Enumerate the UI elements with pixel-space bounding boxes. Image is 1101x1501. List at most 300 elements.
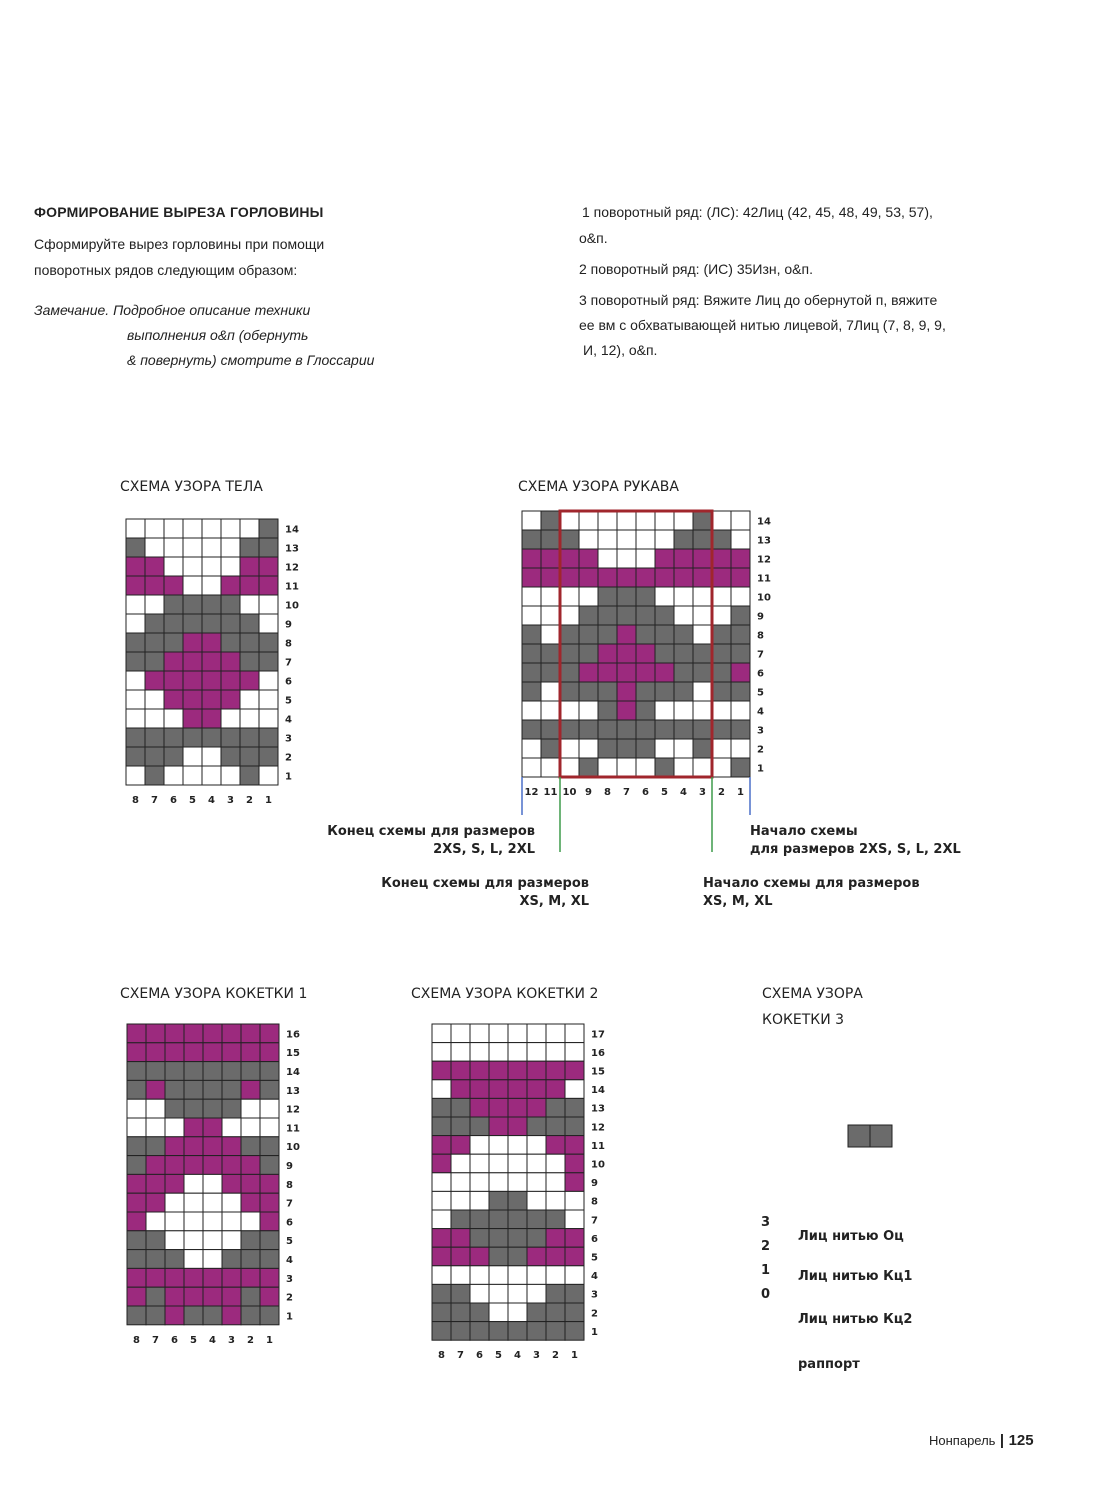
start-label-b-line1: Начало схемы для размеров	[703, 876, 920, 891]
stitch-cell	[259, 728, 278, 747]
stitch-cell	[617, 625, 636, 644]
column-number: 6	[170, 795, 177, 806]
stitch-cell	[184, 1080, 203, 1099]
stitch-cell	[527, 1303, 546, 1322]
stitch-cell	[636, 739, 655, 758]
stitch-cell	[560, 644, 579, 663]
legend-num-2: 2	[761, 1239, 771, 1254]
stitch-cell	[579, 739, 598, 758]
stitch-cell	[241, 1306, 260, 1325]
row-number: 16	[591, 1047, 605, 1059]
row-number: 14	[757, 516, 771, 528]
stitch-cell	[126, 538, 145, 557]
stitch-cell	[541, 606, 560, 625]
stitch-cell	[222, 1287, 241, 1306]
stitch-cell	[617, 739, 636, 758]
column-number: 7	[151, 795, 158, 806]
stitch-cell	[541, 644, 560, 663]
row-number: 13	[591, 1103, 605, 1115]
column-number: 1	[571, 1350, 578, 1362]
row-number: 12	[286, 1104, 300, 1116]
column-number: 9	[585, 787, 592, 798]
stitch-cell	[127, 1062, 146, 1081]
stitch-cell	[221, 557, 240, 576]
stitch-cell	[693, 644, 712, 663]
legend-item-4: раппорт	[798, 1357, 860, 1372]
stitch-cell	[731, 720, 750, 739]
stitch-cell	[146, 1268, 165, 1287]
stitch-cell	[165, 1062, 184, 1081]
stitch-cell	[541, 625, 560, 644]
stitch-cell	[241, 1174, 260, 1193]
stitch-cell	[202, 576, 221, 595]
stitch-cell	[546, 1043, 565, 1062]
stitch-cell	[508, 1191, 527, 1210]
stitch-cell	[712, 644, 731, 663]
stitch-cell	[145, 709, 164, 728]
stitch-cell	[527, 1191, 546, 1210]
stitch-cell	[489, 1098, 508, 1117]
stitch-cell	[145, 747, 164, 766]
stitch-cell	[202, 671, 221, 690]
stitch-cell	[451, 1247, 470, 1266]
stitch-cell	[146, 1137, 165, 1156]
row-number: 1	[591, 1326, 598, 1338]
column-number: 3	[533, 1350, 540, 1362]
stitch-cell	[221, 519, 240, 538]
stitch-cell	[617, 701, 636, 720]
stitch-cell	[489, 1117, 508, 1136]
stitch-cell	[146, 1024, 165, 1043]
stitch-cell	[202, 633, 221, 652]
stitch-cell	[522, 720, 541, 739]
stitch-cell	[541, 758, 560, 777]
stitch-cell	[259, 519, 278, 538]
row-number: 3	[591, 1289, 598, 1301]
legend-item-3: Лиц нитью Кц2	[798, 1312, 913, 1327]
column-number: 5	[495, 1350, 502, 1362]
stitch-cell	[222, 1080, 241, 1099]
stitch-cell	[165, 1174, 184, 1193]
stitch-cell	[541, 720, 560, 739]
stitch-cell	[126, 671, 145, 690]
stitch-cell	[731, 568, 750, 587]
stitch-cell	[470, 1303, 489, 1322]
stitch-cell	[260, 1306, 279, 1325]
stitch-cell	[527, 1136, 546, 1155]
stitch-cell	[202, 538, 221, 557]
stitch-cell	[126, 633, 145, 652]
stitch-cell	[222, 1099, 241, 1118]
legend-item-1: Лиц нитью Оц	[798, 1229, 904, 1244]
stitch-cell	[655, 682, 674, 701]
stitch-cell	[164, 576, 183, 595]
stitch-cell	[432, 1210, 451, 1229]
stitch-cell	[127, 1231, 146, 1250]
stitch-cell	[126, 652, 145, 671]
stitch-cell	[508, 1229, 527, 1248]
column-number: 3	[699, 787, 706, 798]
row-number: 17	[591, 1029, 605, 1041]
stitch-cell	[221, 633, 240, 652]
stitch-cell	[731, 739, 750, 758]
stitch-cell	[203, 1287, 222, 1306]
stitch-cell	[127, 1099, 146, 1118]
stitch-cell	[731, 606, 750, 625]
stitch-cell	[240, 519, 259, 538]
stitch-cell	[260, 1193, 279, 1212]
column-number: 1	[265, 795, 272, 806]
stitch-cell	[617, 644, 636, 663]
stitch-cell	[508, 1098, 527, 1117]
row-number: 9	[591, 1178, 598, 1190]
legend-num-3: 3	[761, 1215, 771, 1230]
stitch-cell	[222, 1231, 241, 1250]
row-number: 8	[286, 1179, 293, 1191]
column-number: 7	[457, 1350, 464, 1362]
row-number: 2	[591, 1308, 598, 1320]
stitch-cell	[470, 1154, 489, 1173]
stitch-cell	[655, 511, 674, 530]
row-number: 7	[591, 1215, 598, 1227]
stitch-cell	[489, 1284, 508, 1303]
stitch-cell	[202, 690, 221, 709]
stitch-cell	[183, 576, 202, 595]
column-number: 4	[208, 795, 215, 806]
stitch-cell	[546, 1322, 565, 1341]
stitch-cell	[127, 1137, 146, 1156]
turn-row-1b: о&п.	[579, 230, 608, 246]
stitch-cell	[260, 1231, 279, 1250]
column-number: 12	[524, 787, 539, 798]
stitch-cell	[240, 690, 259, 709]
stitch-cell	[259, 614, 278, 633]
stitch-cell	[164, 538, 183, 557]
stitch-cell	[164, 747, 183, 766]
stitch-cell	[260, 1287, 279, 1306]
stitch-cell	[674, 720, 693, 739]
stitch-cell	[165, 1024, 184, 1043]
stitch-cell	[222, 1118, 241, 1137]
column-number: 2	[247, 1334, 254, 1346]
stitch-cell	[655, 758, 674, 777]
stitch-cell	[221, 690, 240, 709]
stitch-cell	[655, 606, 674, 625]
stitch-cell	[432, 1024, 451, 1043]
stitch-cell	[489, 1191, 508, 1210]
stitch-cell	[565, 1210, 584, 1229]
stitch-cell	[712, 720, 731, 739]
row-number: 9	[285, 619, 292, 631]
stitch-cell	[184, 1062, 203, 1081]
stitch-cell	[731, 549, 750, 568]
stitch-cell	[260, 1043, 279, 1062]
stitch-cell	[712, 625, 731, 644]
end-label-b	[330, 875, 589, 911]
stitch-cell	[165, 1156, 184, 1175]
stitch-cell	[184, 1137, 203, 1156]
stitch-cell	[432, 1061, 451, 1080]
stitch-cell	[203, 1062, 222, 1081]
stitch-cell	[470, 1266, 489, 1285]
legend-item-2: Лиц нитью Кц1	[798, 1269, 913, 1284]
stitch-cell	[579, 549, 598, 568]
stitch-cell	[260, 1137, 279, 1156]
row-number: 10	[286, 1142, 300, 1154]
stitch-cell	[489, 1210, 508, 1229]
stitch-cell	[184, 1118, 203, 1137]
stitch-cell	[221, 614, 240, 633]
stitch-cell	[203, 1080, 222, 1099]
stitch-cell	[184, 1024, 203, 1043]
stitch-cell	[731, 682, 750, 701]
row-number: 10	[285, 600, 299, 612]
stitch-cell	[527, 1284, 546, 1303]
stitch-cell	[184, 1212, 203, 1231]
stitch-cell	[565, 1247, 584, 1266]
stitch-cell	[560, 511, 579, 530]
stitch-cell	[145, 728, 164, 747]
stitch-cell	[165, 1250, 184, 1269]
stitch-cell	[565, 1266, 584, 1285]
stitch-cell	[693, 663, 712, 682]
row-number: 2	[757, 744, 764, 756]
stitch-cell	[126, 614, 145, 633]
yoke1-chart	[110, 1016, 310, 1356]
stitch-cell	[183, 766, 202, 785]
row-number: 13	[757, 535, 771, 547]
stitch-cell	[636, 701, 655, 720]
stitch-cell	[145, 633, 164, 652]
stitch-cell	[655, 530, 674, 549]
legend-num-0: 0	[761, 1287, 771, 1302]
stitch-cell	[260, 1099, 279, 1118]
row-number: 5	[285, 695, 292, 707]
stitch-cell	[202, 652, 221, 671]
stitch-cell	[508, 1136, 527, 1155]
stitch-cell	[451, 1284, 470, 1303]
stitch-cell	[617, 568, 636, 587]
stitch-cell	[693, 701, 712, 720]
stitch-cell	[126, 766, 145, 785]
stitch-cell	[731, 663, 750, 682]
stitch-cell	[470, 1024, 489, 1043]
stitch-cell	[579, 682, 598, 701]
stitch-cell	[731, 701, 750, 720]
stitch-cell	[565, 1229, 584, 1248]
stitch-cell	[693, 530, 712, 549]
stitch-cell	[260, 1250, 279, 1269]
stitch-cell	[489, 1043, 508, 1062]
stitch-cell	[636, 682, 655, 701]
row-number: 8	[757, 630, 764, 642]
stitch-cell	[145, 690, 164, 709]
stitch-cell	[470, 1247, 489, 1266]
stitch-cell	[560, 701, 579, 720]
stitch-cell	[451, 1229, 470, 1248]
stitch-cell	[203, 1193, 222, 1212]
footer-separator: |	[999, 1432, 1005, 1449]
stitch-cell	[617, 682, 636, 701]
stitch-cell	[432, 1043, 451, 1062]
stitch-cell	[617, 663, 636, 682]
stitch-cell	[183, 595, 202, 614]
stitch-cell	[546, 1284, 565, 1303]
stitch-cell	[527, 1210, 546, 1229]
stitch-cell	[470, 1229, 489, 1248]
stitch-cell	[674, 682, 693, 701]
stitch-cell	[145, 595, 164, 614]
stitch-cell	[527, 1266, 546, 1285]
stitch-cell	[870, 1125, 892, 1147]
stitch-cell	[241, 1062, 260, 1081]
stitch-cell	[522, 701, 541, 720]
stitch-cell	[183, 690, 202, 709]
stitch-cell	[146, 1043, 165, 1062]
stitch-cell	[451, 1210, 470, 1229]
stitch-cell	[489, 1154, 508, 1173]
stitch-cell	[432, 1080, 451, 1099]
stitch-cell	[489, 1266, 508, 1285]
stitch-cell	[598, 663, 617, 682]
stitch-cell	[489, 1061, 508, 1080]
stitch-cell	[617, 511, 636, 530]
stitch-cell	[259, 747, 278, 766]
stitch-cell	[731, 530, 750, 549]
stitch-cell	[655, 720, 674, 739]
stitch-cell	[470, 1210, 489, 1229]
stitch-cell	[164, 709, 183, 728]
stitch-cell	[203, 1212, 222, 1231]
stitch-cell	[259, 576, 278, 595]
stitch-cell	[240, 709, 259, 728]
note-line-3: & повернуть) смотрите в Глоссарии	[127, 352, 375, 368]
stitch-cell	[565, 1080, 584, 1099]
stitch-cell	[145, 766, 164, 785]
stitch-cell	[541, 511, 560, 530]
start-label-a-line2: для размеров 2XS, S, L, 2XL	[750, 842, 961, 857]
stitch-cell	[674, 739, 693, 758]
row-number: 11	[591, 1140, 605, 1152]
stitch-cell	[165, 1306, 184, 1325]
row-number: 1	[757, 763, 764, 775]
stitch-cell	[145, 576, 164, 595]
stitch-cell	[165, 1118, 184, 1137]
stitch-cell	[546, 1080, 565, 1099]
stitch-cell	[489, 1322, 508, 1341]
stitch-cell	[241, 1024, 260, 1043]
stitch-cell	[221, 576, 240, 595]
stitch-cell	[674, 568, 693, 587]
row-number: 14	[591, 1085, 605, 1097]
stitch-cell	[165, 1137, 184, 1156]
stitch-cell	[126, 747, 145, 766]
stitch-cell	[527, 1154, 546, 1173]
stitch-cell	[164, 766, 183, 785]
column-number: 3	[228, 1334, 235, 1346]
stitch-cell	[164, 519, 183, 538]
stitch-cell	[184, 1043, 203, 1062]
stitch-cell	[731, 587, 750, 606]
stitch-cell	[508, 1061, 527, 1080]
stitch-cell	[560, 568, 579, 587]
stitch-cell	[259, 595, 278, 614]
stitch-cell	[451, 1098, 470, 1117]
stitch-cell	[222, 1193, 241, 1212]
row-number: 15	[591, 1066, 605, 1078]
stitch-cell	[222, 1306, 241, 1325]
stitch-cell	[241, 1118, 260, 1137]
stitch-cell	[184, 1268, 203, 1287]
row-number: 4	[286, 1255, 293, 1266]
body-chart-title: СХЕМА УЗОРА ТЕЛА	[120, 479, 263, 495]
stitch-cell	[598, 530, 617, 549]
stitch-cell	[451, 1024, 470, 1043]
stitch-cell	[240, 595, 259, 614]
stitch-cell	[432, 1266, 451, 1285]
stitch-cell	[451, 1173, 470, 1192]
stitch-cell	[145, 519, 164, 538]
turn-row-1a: 1 поворотный ряд: (ЛС): 42Лиц (42, 45, 48, 49, 53, 57),	[582, 204, 933, 220]
body-chart	[110, 510, 310, 810]
stitch-cell	[240, 728, 259, 747]
stitch-cell	[451, 1061, 470, 1080]
stitch-cell	[674, 606, 693, 625]
stitch-cell	[674, 530, 693, 549]
row-number: 3	[757, 725, 764, 737]
stitch-cell	[146, 1193, 165, 1212]
stitch-cell	[617, 530, 636, 549]
stitch-cell	[202, 709, 221, 728]
stitch-cell	[146, 1062, 165, 1081]
column-number: 5	[190, 1334, 197, 1346]
stitch-cell	[541, 682, 560, 701]
stitch-cell	[470, 1061, 489, 1080]
stitch-cell	[184, 1231, 203, 1250]
stitch-cell	[146, 1231, 165, 1250]
stitch-cell	[127, 1287, 146, 1306]
stitch-cell	[451, 1322, 470, 1341]
stitch-cell	[560, 587, 579, 606]
stitch-cell	[164, 671, 183, 690]
stitch-cell	[127, 1268, 146, 1287]
row-number: 5	[757, 687, 764, 699]
stitch-cell	[240, 747, 259, 766]
stitch-cell	[145, 557, 164, 576]
stitch-cell	[579, 663, 598, 682]
magazine-name: Нонпарель	[929, 1433, 996, 1448]
stitch-cell	[146, 1287, 165, 1306]
stitch-cell	[260, 1174, 279, 1193]
stitch-cell	[451, 1117, 470, 1136]
stitch-cell	[127, 1212, 146, 1231]
stitch-cell	[579, 701, 598, 720]
stitch-cell	[693, 549, 712, 568]
row-number: 6	[285, 676, 292, 688]
stitch-cell	[712, 511, 731, 530]
stitch-cell	[164, 557, 183, 576]
stitch-cell	[470, 1191, 489, 1210]
stitch-cell	[522, 568, 541, 587]
stitch-cell	[655, 549, 674, 568]
column-number: 5	[189, 795, 196, 806]
stitch-cell	[636, 606, 655, 625]
stitch-cell	[674, 587, 693, 606]
stitch-cell	[598, 720, 617, 739]
stitch-cell	[655, 644, 674, 663]
stitch-cell	[165, 1193, 184, 1212]
stitch-cell	[127, 1080, 146, 1099]
